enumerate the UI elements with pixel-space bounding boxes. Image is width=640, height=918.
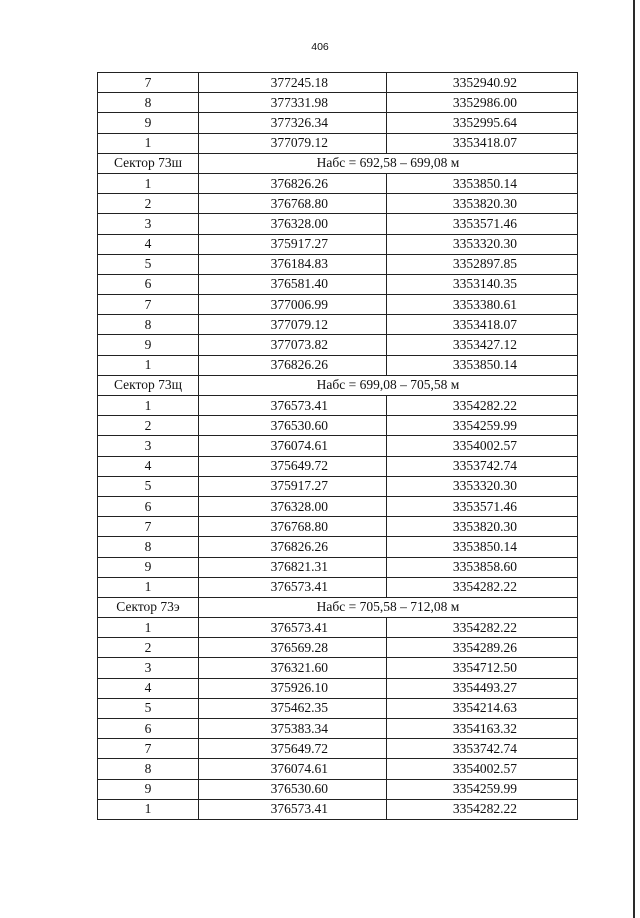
point-number: 3 — [98, 658, 199, 678]
coordinate-y: 3353742.74 — [387, 739, 578, 759]
point-number: 6 — [98, 496, 199, 516]
point-number: 8 — [98, 315, 199, 335]
point-number: 2 — [98, 416, 199, 436]
point-number: 1 — [98, 799, 199, 819]
coordinate-x: 376569.28 — [199, 638, 387, 658]
coordinate-y: 3354163.32 — [387, 719, 578, 739]
sector-header-row — [98, 375, 578, 395]
table-row — [98, 618, 578, 638]
coordinate-x: 376573.41 — [199, 396, 387, 416]
point-number: 7 — [98, 73, 199, 93]
coordinate-x: 375649.72 — [199, 739, 387, 759]
coordinate-y: 3353571.46 — [387, 214, 578, 234]
table-row — [98, 719, 578, 739]
coordinate-y: 3353320.30 — [387, 234, 578, 254]
sector-name: Сектор 73щ — [98, 375, 199, 395]
point-number: 1 — [98, 133, 199, 153]
point-number: 1 — [98, 355, 199, 375]
point-number: 9 — [98, 335, 199, 355]
sector-name: Сектор 73ш — [98, 153, 199, 173]
point-number: 4 — [98, 678, 199, 698]
coordinate-x: 376074.61 — [199, 759, 387, 779]
table-row — [98, 254, 578, 274]
coordinate-y: 3353418.07 — [387, 315, 578, 335]
table-row — [98, 739, 578, 759]
coordinate-x: 376321.60 — [199, 658, 387, 678]
table-row — [98, 799, 578, 819]
point-number: 1 — [98, 618, 199, 638]
table-row — [98, 93, 578, 113]
coordinate-y: 3353850.14 — [387, 355, 578, 375]
coordinate-y: 3354259.99 — [387, 416, 578, 436]
table-row — [98, 194, 578, 214]
point-number: 4 — [98, 234, 199, 254]
coordinate-y: 3354259.99 — [387, 779, 578, 799]
point-number: 5 — [98, 698, 199, 718]
table-row — [98, 436, 578, 456]
page-edge-line — [633, 0, 635, 918]
point-number: 5 — [98, 476, 199, 496]
table-row — [98, 133, 578, 153]
coordinate-x: 376074.61 — [199, 436, 387, 456]
coordinate-x: 376826.26 — [199, 537, 387, 557]
coordinate-x: 377079.12 — [199, 133, 387, 153]
coordinate-x: 375926.10 — [199, 678, 387, 698]
coordinate-x: 376573.41 — [199, 618, 387, 638]
coordinate-x: 376581.40 — [199, 274, 387, 294]
coordinate-y: 3353820.30 — [387, 194, 578, 214]
coordinate-y: 3353820.30 — [387, 517, 578, 537]
coordinate-y: 3354002.57 — [387, 759, 578, 779]
coordinate-x: 377006.99 — [199, 295, 387, 315]
coordinate-y: 3352995.64 — [387, 113, 578, 133]
coordinate-x: 376821.31 — [199, 557, 387, 577]
coordinate-x: 377331.98 — [199, 93, 387, 113]
sector-height-range: Набс = 699,08 – 705,58 м — [199, 375, 578, 395]
point-number: 5 — [98, 254, 199, 274]
coordinate-y: 3353320.30 — [387, 476, 578, 496]
point-number: 8 — [98, 759, 199, 779]
coordinate-x: 376184.83 — [199, 254, 387, 274]
sector-name: Сектор 73э — [98, 597, 199, 617]
coordinate-x: 376573.41 — [199, 799, 387, 819]
coordinate-y: 3354282.22 — [387, 396, 578, 416]
coordinate-x: 375917.27 — [199, 234, 387, 254]
point-number: 7 — [98, 517, 199, 537]
point-number: 1 — [98, 173, 199, 193]
coordinate-y: 3353571.46 — [387, 496, 578, 516]
point-number: 3 — [98, 436, 199, 456]
coordinate-y: 3354712.50 — [387, 658, 578, 678]
coordinate-y: 3354282.22 — [387, 618, 578, 638]
point-number: 9 — [98, 557, 199, 577]
table-row — [98, 173, 578, 193]
coordinate-y: 3353140.35 — [387, 274, 578, 294]
point-number: 6 — [98, 719, 199, 739]
table-row — [98, 416, 578, 436]
table-row — [98, 577, 578, 597]
table-row — [98, 456, 578, 476]
sector-height-range: Набс = 692,58 – 699,08 м — [199, 153, 578, 173]
table-row — [98, 517, 578, 537]
coordinate-x: 375917.27 — [199, 476, 387, 496]
table-row — [98, 678, 578, 698]
point-number: 2 — [98, 638, 199, 658]
coordinate-y: 3354282.22 — [387, 577, 578, 597]
coordinate-y: 3353850.14 — [387, 537, 578, 557]
point-number: 2 — [98, 194, 199, 214]
coordinate-y: 3354214.63 — [387, 698, 578, 718]
coordinate-x: 375383.34 — [199, 719, 387, 739]
point-number: 9 — [98, 113, 199, 133]
point-number: 4 — [98, 456, 199, 476]
table-row — [98, 698, 578, 718]
point-number: 6 — [98, 274, 199, 294]
sector-header-row — [98, 153, 578, 173]
table-row — [98, 537, 578, 557]
point-number: 9 — [98, 779, 199, 799]
coordinate-x: 377079.12 — [199, 315, 387, 335]
point-number: 1 — [98, 396, 199, 416]
table-row — [98, 295, 578, 315]
table-row — [98, 274, 578, 294]
table-row — [98, 214, 578, 234]
table-row — [98, 638, 578, 658]
point-number: 8 — [98, 537, 199, 557]
coordinate-x: 377326.34 — [199, 113, 387, 133]
table-row — [98, 476, 578, 496]
coordinate-y: 3353850.14 — [387, 173, 578, 193]
coordinate-y: 3352897.85 — [387, 254, 578, 274]
coordinate-y: 3352940.92 — [387, 73, 578, 93]
table-row — [98, 779, 578, 799]
coordinate-x: 376768.80 — [199, 194, 387, 214]
point-number: 3 — [98, 214, 199, 234]
coordinate-x: 376768.80 — [199, 517, 387, 537]
table-row — [98, 658, 578, 678]
table-row — [98, 355, 578, 375]
coordinate-x: 376573.41 — [199, 577, 387, 597]
coordinate-y: 3354289.26 — [387, 638, 578, 658]
coordinate-x: 377073.82 — [199, 335, 387, 355]
table-row — [98, 73, 578, 93]
coordinate-y: 3354282.22 — [387, 799, 578, 819]
table-row — [98, 335, 578, 355]
point-number: 7 — [98, 295, 199, 315]
table-row — [98, 315, 578, 335]
coordinate-x: 376328.00 — [199, 214, 387, 234]
coordinate-x: 375462.35 — [199, 698, 387, 718]
coordinate-x: 376328.00 — [199, 496, 387, 516]
coordinates-table — [97, 72, 578, 820]
coordinate-x: 376826.26 — [199, 355, 387, 375]
point-number: 1 — [98, 577, 199, 597]
coordinate-y: 3353858.60 — [387, 557, 578, 577]
coordinate-x: 376826.26 — [199, 173, 387, 193]
page-number: 406 — [311, 41, 329, 53]
point-number: 8 — [98, 93, 199, 113]
table-row — [98, 557, 578, 577]
coordinate-x: 376530.60 — [199, 416, 387, 436]
point-number: 7 — [98, 739, 199, 759]
coordinates-table-body — [98, 73, 578, 820]
coordinate-y: 3353742.74 — [387, 456, 578, 476]
coordinate-x: 375649.72 — [199, 456, 387, 476]
coordinate-y: 3353380.61 — [387, 295, 578, 315]
sector-height-range: Набс = 705,58 – 712,08 м — [199, 597, 578, 617]
table-row — [98, 396, 578, 416]
coordinate-y: 3354002.57 — [387, 436, 578, 456]
coordinate-y: 3354493.27 — [387, 678, 578, 698]
table-row — [98, 234, 578, 254]
table-row — [98, 759, 578, 779]
coordinate-x: 376530.60 — [199, 779, 387, 799]
coordinate-x: 377245.18 — [199, 73, 387, 93]
sector-header-row — [98, 597, 578, 617]
coordinate-y: 3353418.07 — [387, 133, 578, 153]
table-row — [98, 496, 578, 516]
coordinate-y: 3353427.12 — [387, 335, 578, 355]
table-row — [98, 113, 578, 133]
coordinate-y: 3352986.00 — [387, 93, 578, 113]
